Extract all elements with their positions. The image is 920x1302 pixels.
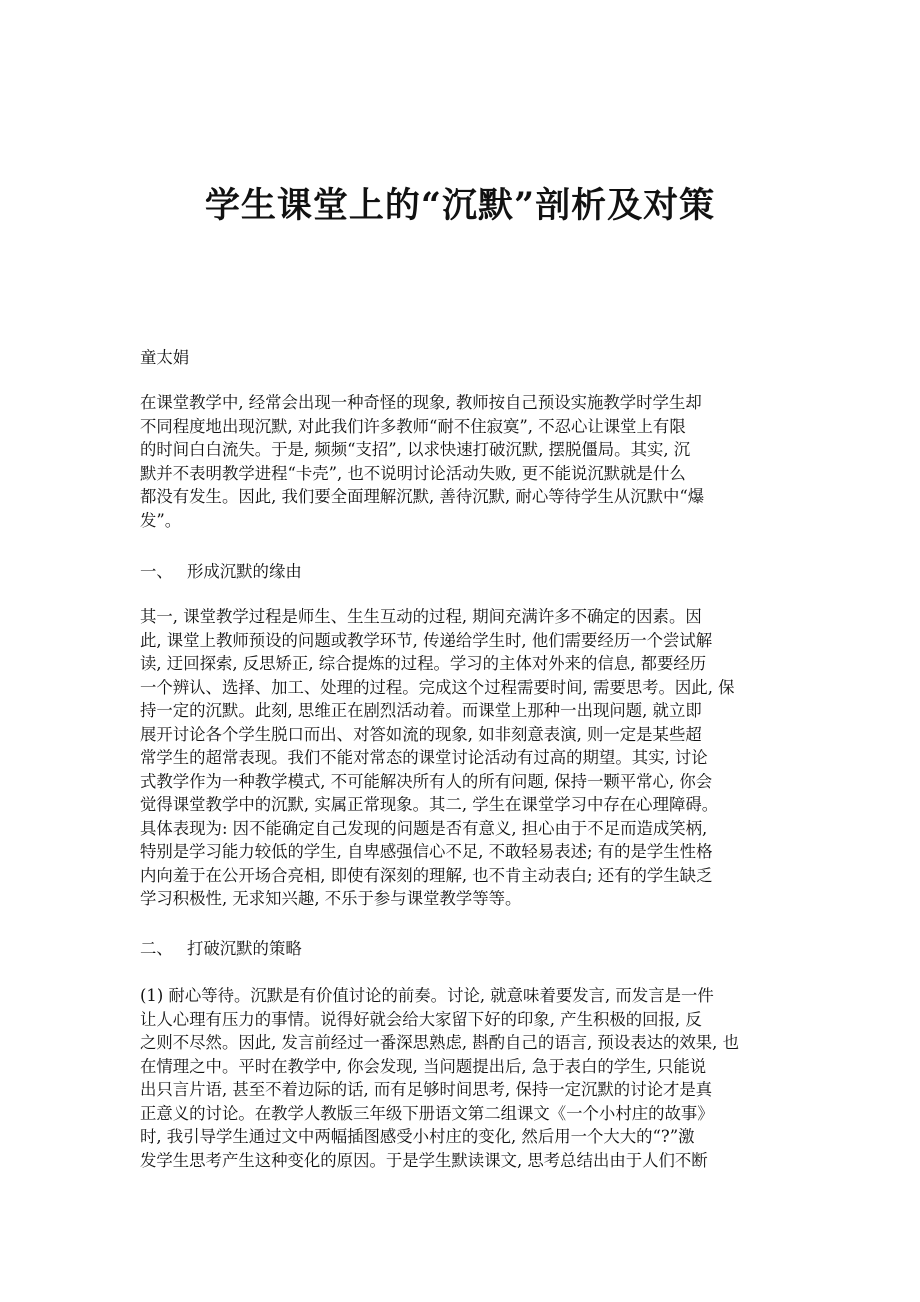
page-title: 学生课堂上的“沉默”剖析及对策 bbox=[204, 185, 716, 226]
text-line: 一个辨认、选择、加工、处理的过程。完成这个过程需要时间, 需要思考。因此, 保 bbox=[140, 677, 735, 697]
section-1-paragraph bbox=[140, 605, 820, 911]
text-line: 学习积极性, 无求知兴趣, 不乐于参与课堂教学等等。 bbox=[140, 889, 522, 908]
text-line: 默并不表明教学进程“卡壳”, 也不说明讨论活动失败, 更不能说沉默就是什么 bbox=[140, 463, 686, 483]
text-line: 在课堂教学中, 经常会出现一种奇怪的现象, 教师按自己预设实施教学时学生却 bbox=[140, 393, 702, 412]
text-line: 不同程度地出现沉默, 对此我们许多教师“耐不住寂寞”, 不忍心让课堂上有限 bbox=[140, 416, 686, 436]
text-line: 出只言片语, 甚至不着边际的话, 而有足够时间思考, 保持一定沉默的讨论才是真 bbox=[140, 1080, 713, 1099]
text-line: 的时间白白流失。于是, 频频“支招”, 以求快速打破沉默, 摆脱僵局。其实, 沉 bbox=[140, 440, 691, 459]
text-line: 持一定的沉默。此刻, 思维正在剧烈活动着。而课堂上那种一出现问题, 就立即 bbox=[140, 701, 702, 720]
section-title: 打破沉默的策略 bbox=[187, 939, 302, 958]
text-line: 内向羞于在公开场合亮相, 即使有深刻的理解, 也不肯主动表白; 还有的学生缺乏 bbox=[140, 865, 713, 885]
section-2-paragraph bbox=[140, 984, 820, 1172]
section-heading-2 bbox=[140, 937, 820, 961]
text-line: (1) 耐心等待。沉默是有价值讨论的前奏。讨论, 就意味着要发言, 而发言是一件 bbox=[140, 986, 714, 1005]
intro-paragraph bbox=[140, 391, 820, 532]
section-title: 形成沉默的缘由 bbox=[187, 562, 302, 581]
text-line: 式教学作为一种教学模式, 不可能解决所有人的所有问题, 保持一颗平常心, 你会 bbox=[140, 771, 713, 791]
author-name: 童太娟 bbox=[140, 348, 190, 367]
text-line: 发学生思考产生这种变化的原因。于是学生默读课文, 思考总结出由于人们不断 bbox=[140, 1150, 708, 1170]
text-line: 正意义的讨论。在教学人教版三年级下册语文第二组课文《一个小村庄的故事》 bbox=[140, 1103, 714, 1123]
text-line: 让人心理有压力的事情。说得好就会给大家留下好的印象, 产生积极的回报, 反 bbox=[140, 1009, 702, 1029]
section-number: 一、 bbox=[140, 562, 173, 581]
text-line: 都没有发生。因此, 我们要全面理解沉默, 善待沉默, 耐心等待学生从沉默中“爆 bbox=[140, 487, 705, 506]
text-line: 觉得课堂教学中的沉默, 实属正常现象。其二, 学生在课堂学习中存在心理障碍。 bbox=[140, 795, 719, 814]
text-line: 发”。 bbox=[140, 510, 182, 530]
text-line: 展开讨论各个学生脱口而出、对答如流的现象, 如非刻意表演, 则一定是某些超 bbox=[140, 724, 702, 744]
text-line: 具体表现为: 因不能确定自己发现的问题是否有意义, 担心由于不足而造成笑柄, bbox=[140, 818, 708, 838]
text-line: 时, 我引导学生通过文中两幅插图感受小村庄的变化, 然后用一个大大的“?”激 bbox=[140, 1127, 695, 1146]
text-line: 读, 迂回探索, 反思矫正, 综合提炼的过程。学习的主体对外来的信息, 都要经历 bbox=[140, 654, 707, 673]
text-line: 此, 课堂上教师预设的问题或教学环节, 传递给学生时, 他们需要经历一个尝试解 bbox=[140, 630, 713, 650]
section-heading-1 bbox=[140, 560, 820, 584]
text-line: 在情理之中。平时在教学中, 你会发现, 当问题提出后, 急于表白的学生, 只能说 bbox=[140, 1056, 707, 1076]
text-line: 常学生的超常表现。我们不能对常态的课堂讨论活动有过高的期望。其实, 讨论 bbox=[140, 748, 708, 767]
text-line: 其一, 课堂教学过程是师生、生生互动的过程, 期间充满许多不确定的因素。因 bbox=[140, 607, 702, 626]
section-number: 二、 bbox=[140, 939, 173, 958]
text-line: 之则不尽然。因此, 发言前经过一番深思熟虑, 斟酌自己的语言, 预设表达的效果, 也 bbox=[140, 1033, 739, 1052]
text-line: 特别是学习能力较低的学生, 自卑感强信心不足, 不敢轻易表述; 有的是学生性格 bbox=[140, 842, 713, 861]
